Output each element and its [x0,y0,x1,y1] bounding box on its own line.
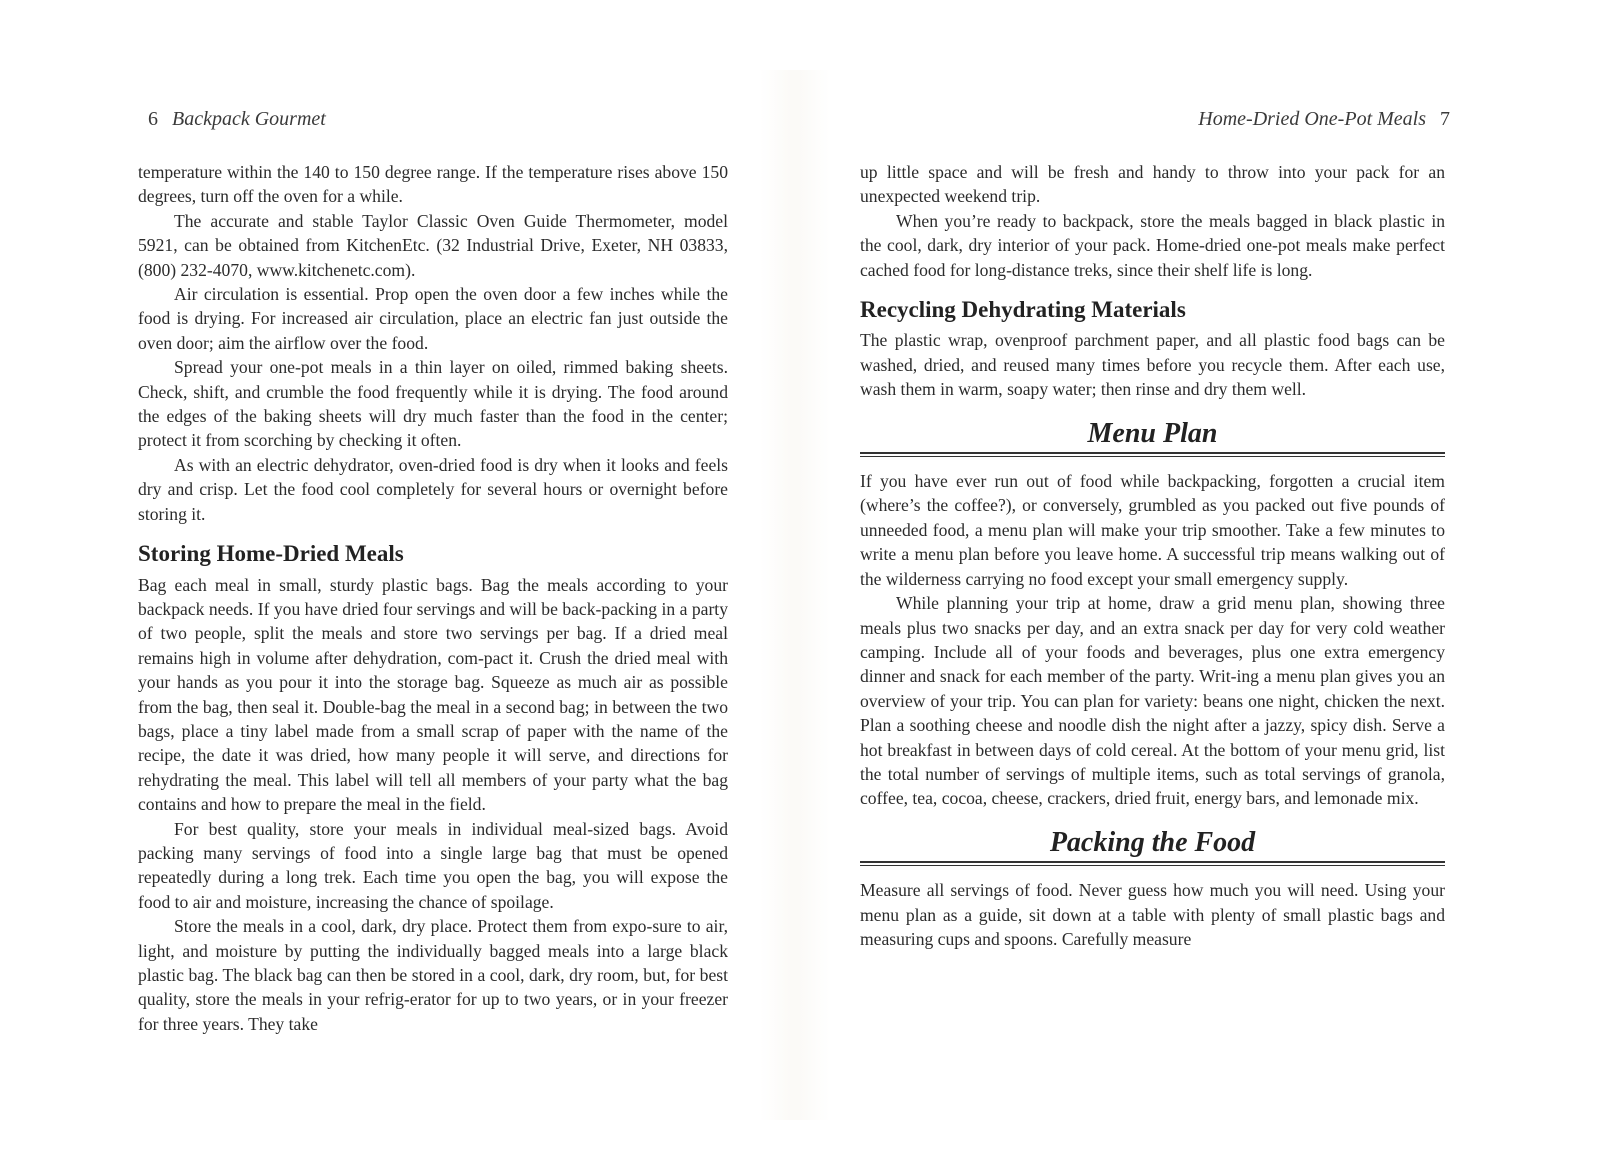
left-page-number: 6 [148,108,158,130]
paragraph: Bag each meal in small, sturdy plastic bags. Bag the meals according to your backpack needs. If you have dried four servings and will be back-packing in a party of two people, split the meals and store two servings per bag. If a dried meal remains high in volume after dehydration, com-pact it. Crush the dried meal with your hands as you pour it into the storage bag. Squeeze as much air as possible from the bag, then seal it. Double-bag the meal in a second bag; in between the two bags, place a tiny label made from a small scrap of paper with the name of the recipe, the date it was dried, how many people it will serve, and directions for rehydrating the meal. This label will tell all members of your party what the bag contains and how to prepare the meal in the field. [138,574,728,815]
left-paragraphs-before [138,160,728,526]
section-heading-menu-plan: Menu Plan [1087,417,1218,449]
right-page-number: 7 [1440,108,1450,130]
left-running-head [148,108,326,131]
section-heading-storing: Storing Home-Dried Meals [138,541,404,567]
paragraph: The accurate and stable Taylor Classic Oven Guide Thermometer, model 5921, can be obtained from KitchenEtc. (32 Industrial Drive, Exeter, NH 03833, (800) 232-4070, www.kitchenetc.com). [138,210,728,280]
section-heading-recycling: Recycling Dehydrating Materials [860,297,1186,323]
left-running-title: Backpack Gourmet [172,108,326,130]
paragraph: Measure all servings of food. Never guess how much you will need. Using your menu plan as a guide, sit down at a table with plenty of small plastic bags and measuring cups and spoons. Carefully measure [860,880,1445,949]
right-page [800,0,1600,1155]
right-running-head [1198,108,1450,131]
menu-plan-rule [860,452,1445,457]
packing-paragraphs [860,878,1445,951]
paragraph: While planning your trip at home, draw a grid menu plan, showing three meals plus two snacks per day, and an extra snack per day for very cold weather camping. Include all of your foods and beverages, plus one extra emergency dinner and snack for each member of the party. Writ-ing a menu plan gives you an overview of your trip. You can plan for variety: beans one night, chicken the next. Plan a soothing cheese and noodle dish the night after a jazzy, spicy dish. Serve a hot breakfast in between days of cold cereal. At the bottom of your menu grid, list the total number of servings of multiple items, such as total servings of granola, coffee, tea, cocoa, cheese, crackers, dried fruit, energy bars, and lemonade mix. [860,593,1445,809]
menu-plan-paragraphs [860,469,1445,811]
left-body-text [138,160,728,1036]
left-paragraphs-after [138,573,728,1037]
paragraph: For best quality, store your meals in individual meal-sized bags. Avoid packing many servings of food into a single large bag that must be opened repeatedly during a long trek. Each time you open the bag, you will expose the food to air and moisture, increasing the chance of spoilage. [138,818,728,912]
paragraph: Spread your one-pot meals in a thin layer on oiled, rimmed baking sheets. Check, shift, and crumble the food frequently while it is drying. The food around the edges of the baking sheets will dry much faster than the food in the center; protect it from scorching by checking it often. [138,357,728,451]
right-body-text [860,160,1445,951]
paragraph: As with an electric dehydrator, oven-dried food is dry when it looks and feels dry and crisp. Let the food cool completely for several hours or overnight before storing it. [138,454,728,524]
paragraph: up little space and will be fresh and handy to throw into your pack for an unexpected weekend trip. [860,162,1445,207]
right-running-title: Home-Dried One-Pot Meals [1198,108,1426,130]
paragraph: If you have ever run out of food while backpacking, forgotten a crucial item (where’s the coffee?), or conversely, grumbled as you packed out five pounds of unneeded food, a menu plan will make your trip smoother. Take a few minutes to write a menu plan before you leave home. A successful trip means walking out of the wilderness carrying no food except your small emergency supply. [860,471,1445,589]
paragraph: The plastic wrap, ovenproof parchment paper, and all plastic food bags can be washed, dried, and reused many times before you recycle them. After each use, wash them in warm, soapy water; then rinse and dry them well. [860,330,1445,400]
left-page [0,0,790,1155]
paragraph: Air circulation is essential. Prop open the oven door a few inches while the food is drying. For increased air circulation, place an electric fan just outside the oven door; aim the airflow over the food. [138,284,728,353]
section-heading-packing: Packing the Food [1049,826,1256,858]
right-paragraphs-before [860,160,1445,282]
packing-rule [860,861,1445,866]
paragraph: temperature within the 140 to 150 degree range. If the temperature rises above 150 degrees, turn off the oven for a while. [138,162,728,207]
paragraph: When you’re ready to backpack, store the meals bagged in black plastic in the cool, dark, dry interior of your pack. Home-dried one-pot meals make perfect cached food for long-distance treks, since their shelf life is long. [860,210,1445,280]
paragraph: Store the meals in a cool, dark, dry place. Protect them from expo-sure to air, light, and moisture by putting the individually bagged meals into a large black plastic bag. The black bag can then be stored in a cool, dark, dry room, but, for best quality, store the meals in your refrig-erator for up to two years, or in your freezer for three years. They take [138,916,728,1034]
recycling-paragraphs [860,328,1445,401]
